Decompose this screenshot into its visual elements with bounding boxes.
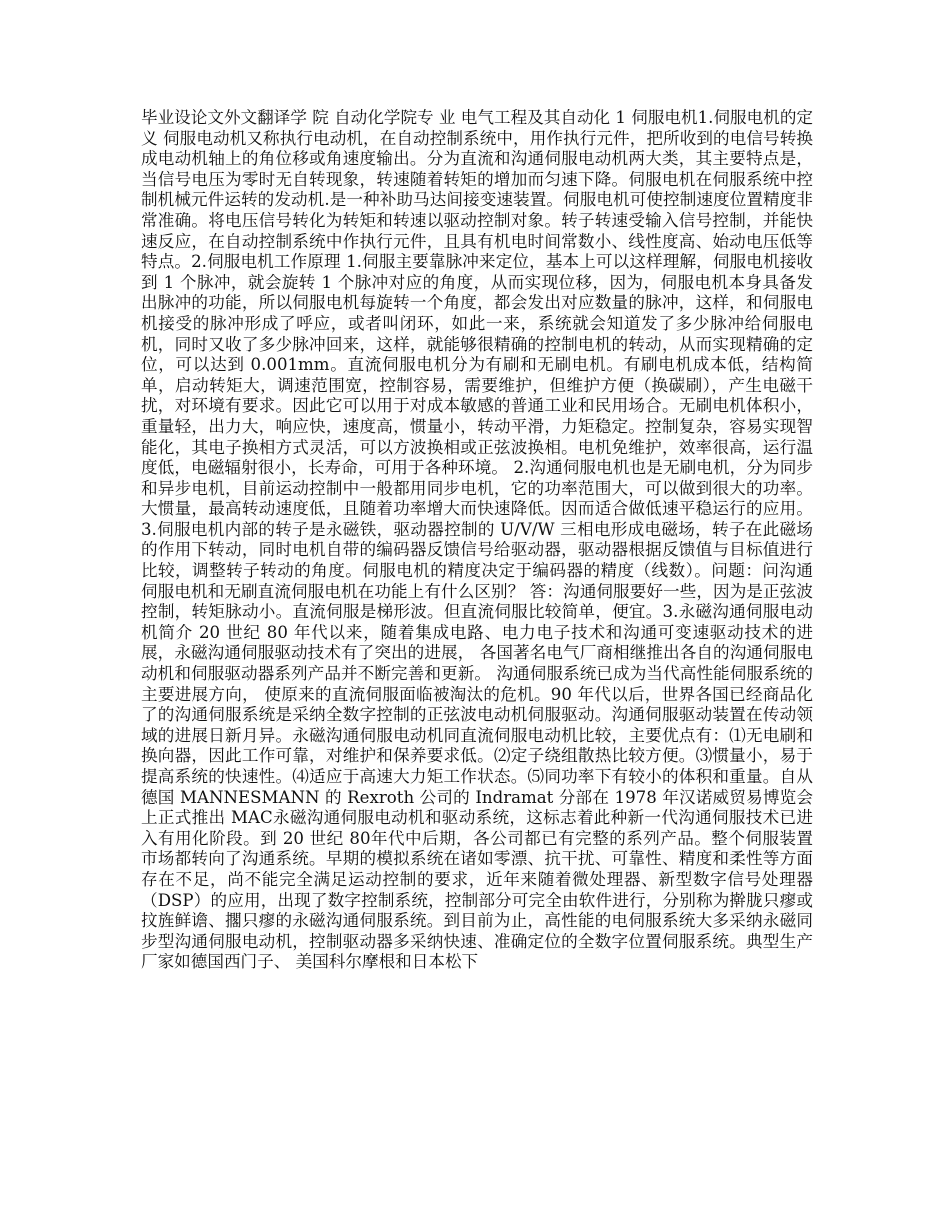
body-paragraph: 毕业设论文外文翻译学 院 自动化学院专 业 电气工程及其自动化 1 伺服电机1.伺服电机的定义 伺服电动机又称执行电动机，在自动控制系统中，用作执行元件，把所收到的电信号转换成电动机轴上的角位移或角速度输出。分为直流和沟通伺服电动机两大类，其主要特点是，当信号电压为零时无自转现象，转速随着转矩的增加而匀速下降。伺服电机在伺服系统中控制机械元件运转的发动机.是一种补助马达间接变速装置。伺服电机可使控制速度位置精度非常准确。将电压信号转化为转矩和转速以驱动控制对象。转子转速受输入信号控制，并能快速反应，在自动控制系统中作执行元件，且具有机电时间常数小、线性度高、始动电压低等特点。2.伺服电机工作原理 1.伺服主要靠脉冲来定位，基本上可以这样理解，伺服电机接收到 1 个脉冲，就会旋转 1 个脉冲对应的角度，从而实现位移，因为，伺服电机本身具备发出脉冲的功能，所以伺服电机每旋转一个角度，都会发出对应数量的脉冲，这样，和伺服电机接受的脉冲形成了呼应，或者叫闭环，如此一来，系统就会知道发了多少脉冲给伺服电机，同时又收了多少脉冲回来，这样，就能够很精确的控制电机的转动，从而实现精确的定位，可以达到 0.001mm。直流伺服电机分为有刷和无刷电机。有刷电机成本低，结构简单，启动转矩大，调速范围宽，控制容易，需要维护，但维护方便（换碳刷），产生电磁干扰，对环境有要求。因此它可以用于对成本敏感的普通工业和民用场合。无刷电机体积小，重量轻，出力大，响应快，速度高，惯量小，转动平滑，力矩稳定。控制复杂，容易实现智能化，其电子换相方式灵活，可以方波换相或正弦波换相。电机免维护，效率很高，运行温度低，电磁辐射很小，长寿命，可用于各种环境。 2.沟通伺服电机也是无刷电机，分为同步和异步电机，目前运动控制中一般都用同步电机，它的功率范围大，可以做到很大的功率。大惯量，最高转动速度低，且随着功率增大而快速降低。因而适合做低速平稳运行的应用。 3.伺服电机内部的转子是永磁铁，驱动器控制的 U/V/W 三相电形成电磁场，转子在此磁场的作用下转动，同时电机自带的编码器反馈信号给驱动器，驱动器根据反馈值与目标值进行比较，调整转子转动的角度。伺服电机的精度决定于编码器的精度（线数）。问题：问沟通伺服电机和无刷直流伺服电机在功能上有什么区别？ 答：沟通伺服要好一些，因为是正弦波控制，转矩脉动小。直流伺服是梯形波。但直流伺服比较简单，便宜。3.永磁沟通伺服电动机简介 20 世纪 80 年代以来，随着集成电路、电力电子技术和沟通可变速驱动技术的进展，永磁沟通伺服驱动技术有了突出的进展， 各国著名电气厂商相继推出各自的沟通伺服电动机和伺服驱动器系列产品并不断完善和更新。 沟通伺服系统已成为当代高性能伺服系统的主要进展方向， 使原来的直流伺服面临被淘汰的危机。90 年代以后，世界各国已经商品化了的沟通伺服系统是采纳全数字控制的正弦波电动机伺服驱动。沟通伺服驱动装置在传动领域的进展日新月异。永磁沟通伺服电动机同直流伺服电动机比较，主要优点有：⑴无电刷和换向器，因此工作可靠，对维护和保养要求低。⑵定子绕组散热比较方便。⑶惯量小，易于提高系统的快速性。⑷适应于高速大力矩工作状态。⑸同功率下有较小的体积和重量。自从德国 MANNESMANN 的 Rexroth 公司的 Indramat 分部在 1978 年汉诺威贸易博览会上正式推出 MAC永磁沟通伺服电动机和驱动系统，这标志着此种新一代沟通伺服技术已进入有用化阶段。到 20 世纪 80年代中后期，各公司都已有完整的系列产品。整个伺服装置市场都转向了沟通系统。早期的模拟系统在诸如零漂、抗干扰、可靠性、精度和柔性等方面存在不足，尚不能完全满足运动控制的要求，近年来随着微处理器、新型数字信号处理器（DSP）的应用，出现了数字控制系统，控制部分可完全由软件进行，分别称为擀胧只瘳或抆旌鲜谵、擱只瘳的永磁沟通伺服系统。到目前为止，高性能的电伺服系统大多采纳永磁同步型沟通伺服电动机，控制驱动器多采纳快速、准确定位的全数字位置伺服系统。典型生产厂家如德国西门子、 美国科尔摩根和日本松下 [141, 108, 814, 972]
